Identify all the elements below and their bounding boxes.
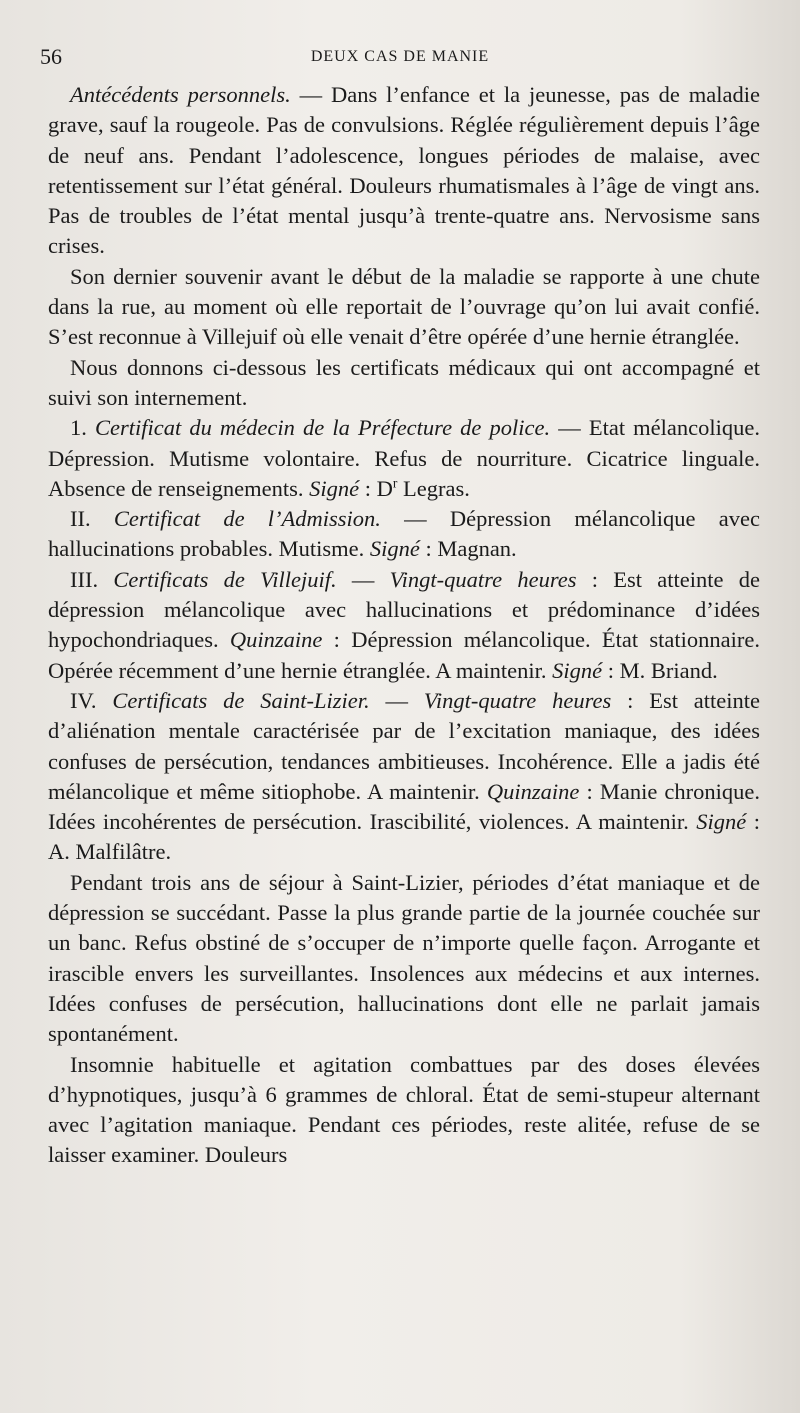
paragraph-certificats-intro: Nous donnons ci-dessous les certificats médicaux qui ont accompagné et suivi son internement. [48,354,760,410]
paragraph-saint-lizier: Pendant trois ans de séjour à Saint-Lizier, périodes d’état maniaque et de dépression se succédant. Passe la plus grande partie de la journée couchée sur un banc. Refus obstiné de s’occuper de n’importe quelle façon. Arrogante et irascible envers les surveillantes. Insolences aux médecins et aux internes. Idées confuses de persécution, hallucinations dont elle ne parlait jamais spontanément. [48,869,760,1047]
page-header [40,38,760,72]
certificate-2: II. Certificat de l’Admission. — Dépression mélancolique avec hallucinations probables. Mutisme. Signé : Magnan. [48,506,760,562]
paragraph-dernier-souvenir: Son dernier souvenir avant le début de la maladie se rapporte à une chute dans la rue, au moment où elle reportait de l’ouvrage qu’on lui avait confié. S’est reconnue à Villejuif où elle venait d’être opérée d’une hernie étranglée. [48,263,760,350]
body-text [48,80,760,1171]
section-heading: Antécédents personnels. [70,82,291,107]
certificate-4: IV. Certificats de Saint-Lizier. — Vingt-quatre heures : Est atteinte d’aliénation mentale caractérisée par de l’excitation maniaque, des idées confuses de persécution, tendances ambitieuses. Incohérence. Elle a jadis été mélancolique et même sitiophobe. A maintenir. Quinzaine : Manie chronique. Idées incohérentes de persécution. Irascibilité, violences. A maintenir. Signé : A. Malfilâtre. [48,687,761,865]
page-number: 56 [40,44,62,69]
certificate-3: III. Certificats de Villejuif. — Vingt-quatre heures : Est atteinte de dépression mélancolique avec hallucinations et prédominance d’idées hypochondriaques. Quinzaine : Dépression mélancolique. État stationnaire. Opérée récemment d’une hernie étranglée. A maintenir. Signé : M. Briand. [48,566,760,683]
paragraph-antecedents: Antécédents personnels. — Dans l’enfance et la jeunesse, pas de maladie grave, sauf la rougeole. Pas de convulsions. Réglée régulièrement depuis l’âge de neuf ans. Pendant l’adolescence, longues périodes de malaise, avec retentissement sur l’état général. Douleurs rhumatismales à l’âge de vingt ans. Pas de troubles de l’état mental jusqu’à trente-quatre ans. Nervosisme sans crises. [48,82,760,259]
certificate-1: 1. Certificat du médecin de la Préfecture de police. — Etat mélancolique. Dépression. Mutisme volontaire. Refus de nourriture. Cicatrice linguale. Absence de renseignements. Signé : $D^r$ Legras. [48,415,760,501]
paragraph-insomnie: Insomnie habituelle et agitation combattues par des doses élevées d’hypnotiques, jusqu’à 6 grammes de chloral. État de semi-stupeur alternant avec l’agitation maniaque. Pendant ces périodes, reste alitée, refuse de se laisser examiner. Douleurs [48,1051,760,1168]
running-title: DEUX CAS DE MANIE [310,48,490,65]
